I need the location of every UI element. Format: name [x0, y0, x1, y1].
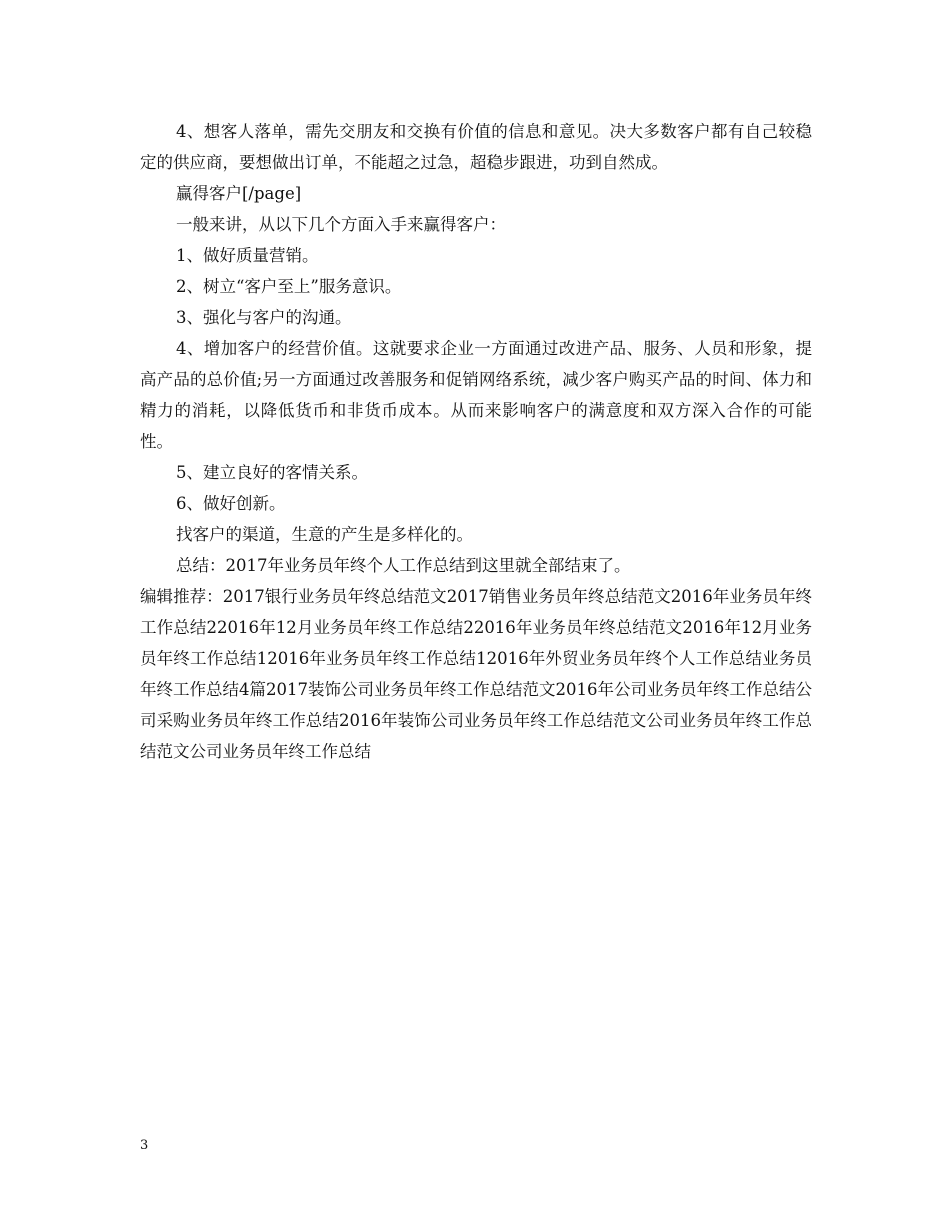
paragraph-4: 1、做好质量营销。 — [176, 246, 319, 265]
paragraph-1: 4、想客人落单，需先交朋友和交换有价值的信息和意见。决大多数客户都有自己较稳定的供应商，要想做出订单，不能超之过急，超稳步跟进，功到自然成。 — [140, 122, 812, 172]
paragraph-7: 4、增加客户的经营价值。这就要求企业一方面通过改进产品、服务、人员和形象，提高产品的总价值;另一方面通过改善服务和促销网络系统，减少客户购买产品的时间、体力和精力的消耗，以降低货币和非货币成本。从而来影响客户的满意度和双方深入合作的可能性。 — [140, 339, 812, 451]
paragraph-5: 2、树立“客户至上”服务意识。 — [176, 277, 402, 296]
editor-recommendation: 编辑推荐：2017银行业务员年终总结范文2017销售业务员年终总结范文2016年业务员年终工作总结22016年12月业务员年终工作总结22016年业务员年终总结范文2016年12月业务员年终工作总结12016年业务员年终工作总结12016年外贸业务员年终个人工作总结业务员年终工作总结4篇2017装饰公司业务员年终工作总结范文2016年公司业务员年终工作总结公司采购业务员年终工作总结2016年装饰公司业务员年终工作总结范文公司业务员年终工作总结范文公司业务员年终工作总结 — [140, 587, 812, 761]
paragraph-2: 赢得客户[/page] — [176, 184, 302, 203]
paragraph-8: 5、建立良好的客情关系。 — [176, 463, 368, 482]
document-body — [140, 116, 812, 767]
paragraph-9: 6、做好创新。 — [176, 494, 286, 513]
paragraph-3: 一般来讲，从以下几个方面入手来赢得客户： — [176, 215, 506, 234]
paragraph-11: 总结：2017年业务员年终个人工作总结到这里就全部结束了。 — [176, 556, 631, 575]
paragraph-6: 3、强化与客户的沟通。 — [176, 308, 352, 327]
page-number: 3 — [140, 1138, 149, 1153]
paragraph-10: 找客户的渠道，生意的产生是多样化的。 — [176, 525, 473, 544]
